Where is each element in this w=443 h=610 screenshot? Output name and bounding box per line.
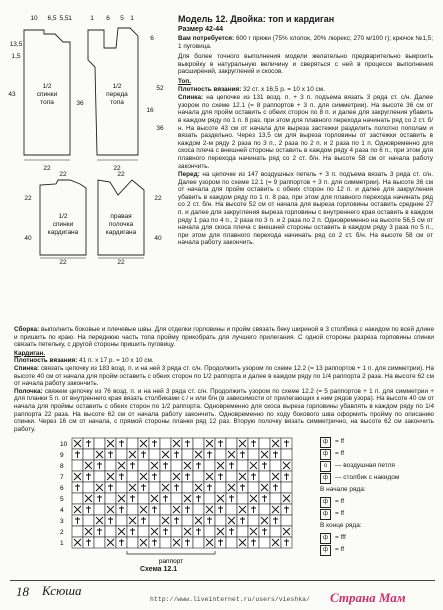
chart-cell [226, 504, 237, 515]
svg-text:10: 10 [30, 15, 38, 22]
chart-cell [248, 482, 259, 493]
legend-item [320, 496, 435, 508]
legend-item [320, 436, 435, 448]
legend-text: = ff [335, 498, 345, 505]
chart-cell [237, 526, 248, 537]
chart-cell [127, 504, 138, 515]
page-title: Модель 12. Двойка: топ и кардиган [178, 14, 335, 24]
chart-cell [248, 449, 259, 460]
svg-text:22: 22 [59, 259, 67, 266]
legend-item [320, 532, 435, 544]
cardigan-front-label: Полочка: [14, 387, 43, 395]
chart-cell [105, 526, 116, 537]
legend-symbol-icon: ф [320, 533, 331, 544]
chart-row-number: 10 [60, 441, 68, 448]
svg-text:6: 6 [106, 15, 110, 22]
chart-cell [138, 460, 149, 471]
chart-cell [281, 449, 292, 460]
chart-cell [182, 449, 193, 460]
legend-text: — воздушная петля [335, 462, 395, 469]
chart-cell [94, 504, 105, 515]
legend-symbol-icon: ф [320, 437, 331, 448]
chart-cell [226, 537, 237, 548]
cardigan-back-label: Спинка: [14, 364, 40, 372]
schem-card-back-label: 1/2 спинки кардигана [47, 213, 79, 236]
legend-text: = ff [335, 438, 345, 445]
chart-cell [116, 482, 127, 493]
svg-text:22: 22 [154, 195, 162, 202]
chart-cell [83, 515, 94, 526]
chart-cell [248, 515, 259, 526]
legend-symbol-icon: o [320, 461, 331, 472]
cardigan-heading: Кардиган. [14, 349, 46, 357]
svg-text:36: 36 [156, 125, 164, 132]
legend-symbol-icon: ф [320, 473, 331, 484]
chart-row-number: 7 [60, 474, 64, 481]
legend-text: В конце ряда: [320, 522, 362, 529]
materials [178, 35, 433, 50]
chart-row-number: 3 [60, 518, 64, 525]
legend-item [320, 508, 435, 520]
chart-cell [171, 526, 182, 537]
chart-cell [72, 526, 83, 537]
legend-symbol-icon: ф [320, 497, 331, 508]
page-number: 18 [16, 584, 29, 599]
top-heading: Топ. [178, 77, 192, 85]
top-back-label: Спинка: [178, 94, 204, 102]
legend-text: — столбик с накидом [335, 474, 400, 481]
svg-text:6,5: 6,5 [47, 15, 57, 22]
schem-card-front-label: правая полочка кардигана [105, 213, 137, 236]
chart-cell [116, 515, 127, 526]
svg-text:22: 22 [117, 259, 125, 266]
svg-text:1,5: 1,5 [11, 53, 21, 60]
chart-cell [138, 493, 149, 504]
legend-text: = ff [335, 546, 345, 553]
chart-cell [149, 515, 160, 526]
top-density-text: 32 ст. х 16,5 р. = 10 х 10 см. [243, 85, 325, 93]
chart-cell [83, 482, 94, 493]
chart-cell [160, 438, 171, 449]
chart-cell [94, 537, 105, 548]
chart-cell [149, 449, 160, 460]
chart-cell [270, 526, 281, 537]
svg-text:1: 1 [90, 15, 94, 22]
cardigan-front [14, 388, 434, 434]
chart-caption: Схема 12.1 [140, 566, 178, 573]
legend-item [320, 448, 435, 460]
chart-row-number: 2 [60, 529, 64, 536]
chart-row-number: 6 [60, 485, 64, 492]
chart-cell [105, 493, 116, 504]
chart-cell [105, 460, 116, 471]
top-front-label: Перед: [178, 171, 200, 179]
chart-row-number: 5 [60, 496, 64, 503]
svg-text:13,5: 13,5 [9, 41, 23, 48]
legend-item [320, 544, 435, 556]
legend-text: = ff [335, 510, 345, 517]
svg-text:40: 40 [24, 235, 32, 242]
legend-item [320, 520, 435, 532]
legend-text: В начале ряда: [320, 486, 366, 493]
rapport-bracket [127, 551, 215, 554]
svg-text:1: 1 [130, 15, 134, 22]
legend-item [320, 472, 435, 484]
cardigan-density [14, 357, 434, 365]
svg-text:22: 22 [117, 171, 125, 178]
chart-cell [259, 471, 270, 482]
svg-text:43: 43 [8, 91, 16, 98]
chart-cell [127, 438, 138, 449]
chart-cell [193, 504, 204, 515]
chart-cell [226, 471, 237, 482]
svg-text:22: 22 [113, 165, 121, 172]
legend-symbol-icon: ф [320, 449, 331, 460]
top-density [178, 86, 433, 94]
cardigan-density-text: 41 п. х 17 р. = 10 х 10 см. [79, 357, 154, 365]
cardigan-assembly-text: Одновременно по ходу бокового шва оформить пройму по описанию спинки. Через 16 см от начала, с прямой стороны планки ряд 12 раз. Вторую полочку вязать симметрично, на высоте 62 см закончить работу. [14, 410, 434, 433]
cardigan-back-text: связать цепочку из 183 возд. п. и на ней 3 ряда ст. с/н. Продолжить узором по схеме 12.2 (= 13 раппортов + 1 п. для симметрии). На высоте 40 см от начала для пройм оставить с обеих сторон по 1/2 раппорта и далее в каждом ряду по 1/4 раппорта 2 раза. На высоте 62 см от начала работу закончить. [14, 364, 434, 388]
top-back [178, 94, 433, 170]
chart-row-number: 1 [60, 540, 64, 547]
cardigan-back [14, 365, 434, 388]
chart-cell [94, 471, 105, 482]
legend-item [320, 484, 435, 496]
svg-text:40: 40 [154, 235, 162, 242]
chart-cell [281, 515, 292, 526]
chart-cell [193, 438, 204, 449]
rapport-label: раппорт [158, 558, 184, 565]
top-front-text: на цепочке из 147 воздушных петель + 3 п. подъема вязать 3 ряда ст. с/н. Далее узором по схеме 12.1 (= 9 раппортов + 3 п. для симметрии). На высоте 36 см от начала для пройм оставить с обеих сторон по 12 п. и далее для закругления убавить в каждом ряду по 1 п. 8 раз, при этом для плавного перехода начинать ряд со 2 ст. б/н. На высоте 52 см от начала для выреза горловины оставить средние 27 п. и далее для закругления выреза горловины с внутреннего края оставить в каждом ряду 1 раз по 4 п., 2 раза по 3 п. и 2 раза по 2 п. Одновременно на высоте 56,5 см от начала для скоса плеча с внешней стороны оставить в каждом ряду 3 раза по 5 п., при этом для плавного перехода начинать ряд со 2 ст. б/н. На высоте 58 см от начала работу закончить. [178, 171, 433, 247]
chart-cell [193, 471, 204, 482]
chart-cell [215, 482, 226, 493]
top-density-label: Плотность вязания: [178, 85, 242, 93]
right-column [178, 14, 433, 247]
intro: Для более точного выполнения модели желательно предварительно выкроить выкройку в натуральную величину и сверяться с ней в процессе выполнения расширений, закруглений и скосов. [178, 53, 433, 76]
chart-cell [215, 515, 226, 526]
source-url: http://www.liveinternet.ru/users/vieshka/ [150, 596, 310, 603]
chart-cell [204, 493, 215, 504]
watermark-logo: Страна Мам [330, 590, 406, 605]
svg-text:22: 22 [59, 171, 67, 178]
chart-row-number: 8 [60, 463, 64, 470]
cardigan-density-label: Плотность вязания: [14, 357, 78, 365]
top-assembly-label: Сборка: [14, 326, 40, 333]
chart-legend [320, 436, 435, 556]
chart-cell [281, 482, 292, 493]
stitch-chart [58, 434, 318, 576]
chart-cell [160, 504, 171, 515]
size: Размер 42-44 [178, 26, 224, 33]
chart-cell [83, 449, 94, 460]
schem-top-front-label: 1/2 переда топа [106, 83, 128, 106]
svg-text:1: 1 [68, 15, 72, 22]
legend-symbol-icon: ф [320, 545, 331, 556]
chart-cell [182, 482, 193, 493]
svg-text:5: 5 [120, 15, 124, 22]
svg-text:16: 16 [146, 107, 154, 114]
chart-cell [215, 449, 226, 460]
legend-symbol-icon: ф [320, 509, 331, 520]
chart-cell [204, 526, 215, 537]
legend-item [320, 460, 435, 472]
top-back-text: на цепочке из 131 возд. п. + 3 п. подъема вязать 3 ряда ст. с/н. Далее узором по схеме 12.1 (= 8 раппортов + 3 п. для симметрии). На высоте 36 см от начала для пройм оставить с обеих сторон по 8 п. и далее для закругления убавить в каждом ряду по 1 п. 8 раз, при этом для плавного перехода начинать ряд со 2 ст. б/н. На высоте 43 см от начала для выреза застежки разделить полотно пополам и вязать раздельно. Через 13,5 см для выреза горловины от застежки оставить в каждом 2-м ряду 2 раза по 3 п., 2 раза по 2 п. и 2 раза по 1 п. Одновременно для скоса плеча с внешней стороны оставить в каждом ряду 4 раза по 6 п., при этом для плавного перехода начинать ряд со 2 ст. б/н. На высоте 58 см от начала работу закончить. [178, 94, 433, 170]
materials-text: 600 г пряжи (75% хлопок, 20% люрекс; 270 м/100 г); крючок №1,5; 1 пуговица. [178, 35, 433, 50]
chart-cell [259, 504, 270, 515]
footer-rule [10, 580, 435, 581]
chart-cell [160, 537, 171, 548]
chart-cell [171, 493, 182, 504]
top-assembly [14, 326, 434, 349]
svg-text:5,5: 5,5 [59, 15, 69, 22]
middle-text [14, 326, 434, 433]
svg-text:22: 22 [24, 195, 32, 202]
chart-cell [127, 471, 138, 482]
schem-top-back-label: 1/2 спинки топа [36, 83, 58, 106]
svg-text:52: 52 [156, 85, 164, 92]
chart-cell [193, 537, 204, 548]
chart-cell [116, 449, 127, 460]
svg-text:22: 22 [43, 165, 51, 172]
chart-cell [226, 438, 237, 449]
chart-cell [182, 515, 193, 526]
chart-cell [94, 438, 105, 449]
chart-cell [237, 460, 248, 471]
chart-row-number: 9 [60, 452, 64, 459]
legend-text: = ff [335, 450, 345, 457]
materials-label: Вам потребуется: [178, 35, 235, 42]
chart-cell [72, 460, 83, 471]
chart-cell [270, 493, 281, 504]
chart-cell [171, 460, 182, 471]
magazine-name: Ксюша [42, 583, 82, 598]
chart-cell [259, 438, 270, 449]
chart-row-number: 4 [60, 507, 64, 514]
chart-cell [138, 526, 149, 537]
chart-cell [127, 537, 138, 548]
chart-cell [259, 537, 270, 548]
cardigan-front-text: свяжем цепочку из 76 возд. п. и на ней 3 ряда ст. с/н. Продолжить узором по схеме 12.2 (= 5 раппортов + 1 п. для симметрии + для планки 5 п. от внутреннего края вязать столбиками с / н или б/н (в зависимости от прилегающих к ним рядов узора). На высоте 40 см от начала для проймы оставить с обеих сторон по 1/2 раппорта. Одновременно для скоса выреза горловины убавлять в каждом ряду по 1/4 раппорта 22 раза. На высоте 62 см от начала работу закончить. [14, 387, 435, 418]
svg-text:6: 6 [150, 35, 154, 42]
legend-text: = fff [335, 534, 346, 541]
schematics [0, 0, 180, 270]
svg-text:36: 36 [76, 100, 84, 107]
top-front [178, 171, 433, 247]
chart-cell [270, 460, 281, 471]
chart-cell [204, 460, 215, 471]
top-assembly-text: выполнить боковые и плечевые швы. Для отделки горловины и пройм связать беку шириной в 3 столбика с накидом по всей длине и пришить по краю. На переднюю часть топа пройму прикобрать для лучшего прилегания. С одной стороны разреза горловины спинки связать петельку, с другой стороны пришить пуговицу. [14, 326, 434, 349]
chart-cell [149, 482, 160, 493]
chart-cell [72, 493, 83, 504]
chart-cell [237, 493, 248, 504]
chart-cell [160, 471, 171, 482]
